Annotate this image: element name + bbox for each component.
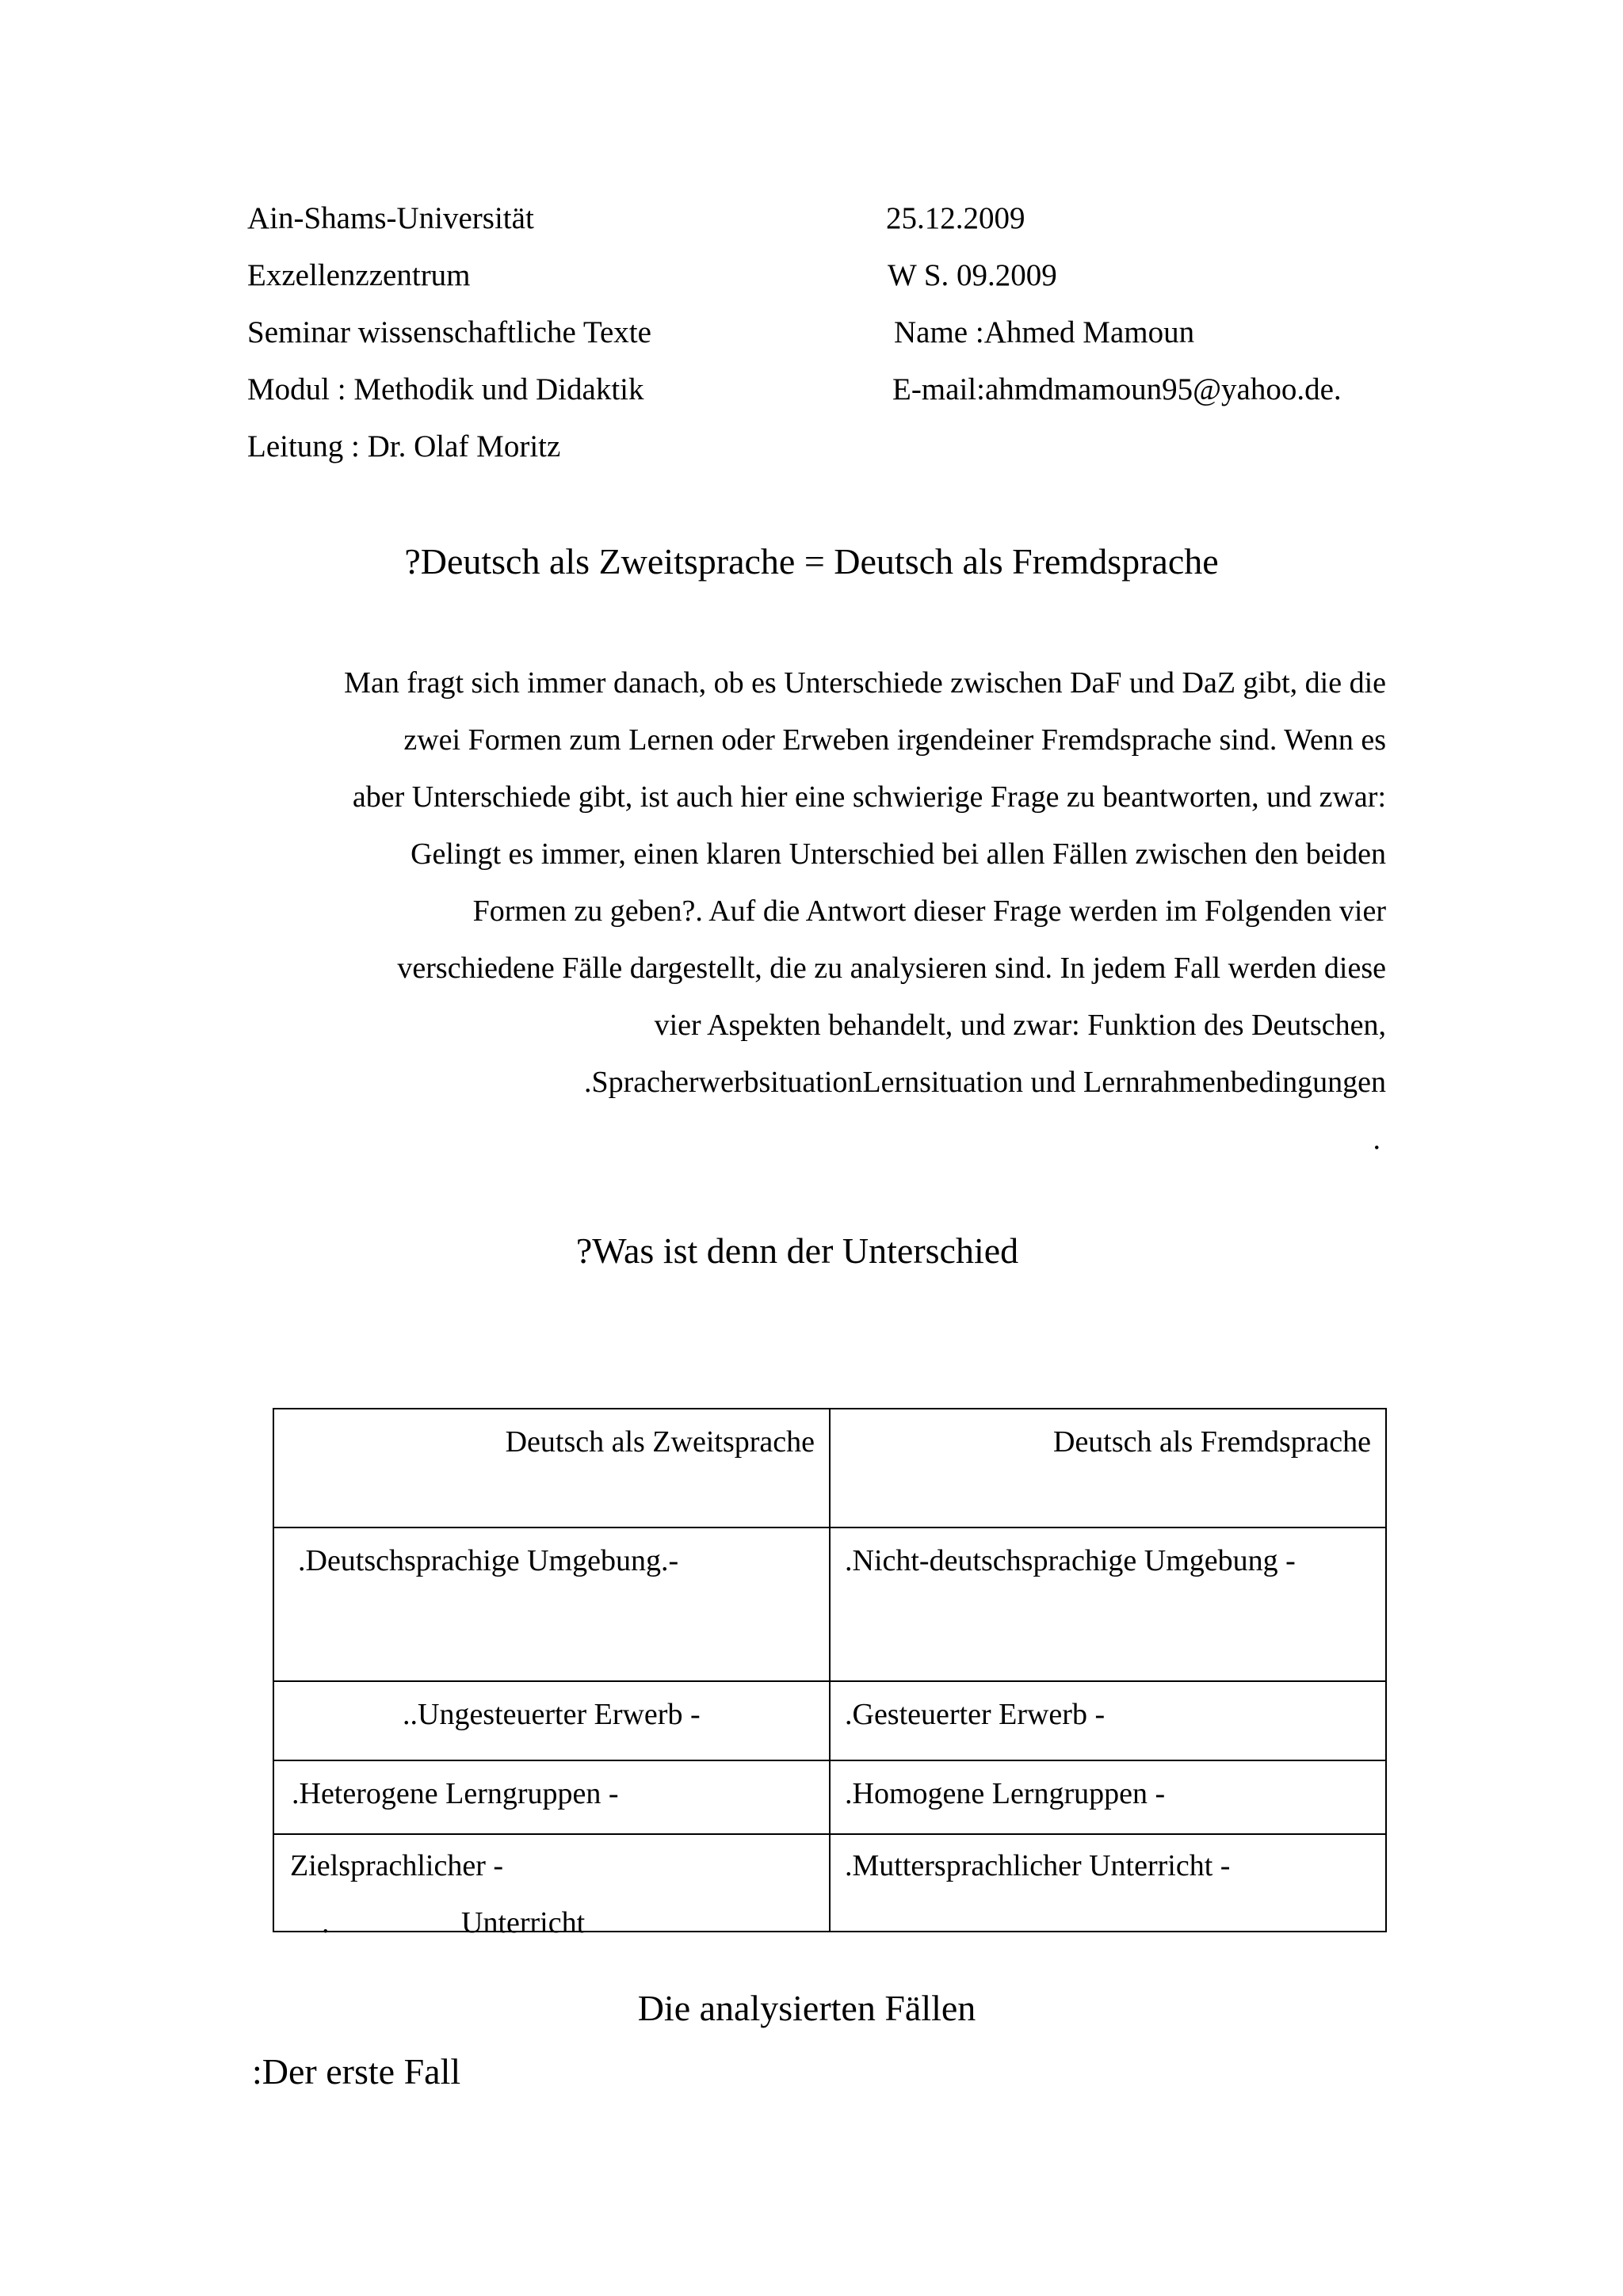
- table-cell: [273, 1834, 830, 1939]
- header-daz: Deutsch als Zweitsprache: [505, 1425, 815, 1459]
- table-cell: [830, 1834, 1386, 1932]
- row-1-daz: .Deutschsprachige Umgebung.-: [298, 1544, 679, 1577]
- intro-line-2: zwei Formen zum Lernen oder Erweben irgendeiner Fremdsprache sind. Wenn es: [403, 723, 1386, 757]
- seminar-name: Seminar wissenschaftliche Texte: [247, 315, 651, 349]
- intro-line-4: Gelingt es immer, einen klaren Unterschied bei allen Fällen zwischen den beiden: [411, 837, 1386, 871]
- table-cell: [830, 1527, 1386, 1681]
- row-2-daz: ..Ungesteuerter Erwerb -: [403, 1698, 701, 1731]
- row-4-daz-line-1: Zielsprachlicher -: [290, 1849, 504, 1882]
- table-header-cell: [830, 1409, 1386, 1527]
- table-row: [273, 1760, 1386, 1834]
- table-cell: [830, 1760, 1386, 1834]
- document-title: ?Deutsch als Zweitsprache = Deutsch als Fremdsprache: [404, 541, 1219, 582]
- university-name: Ain-Shams-Universität: [247, 201, 534, 235]
- row-1-daf: .Nicht-deutschsprachige Umgebung -: [845, 1544, 1296, 1577]
- intro-line-3: aber Unterschiede gibt, ist auch hier eine schwierige Frage zu beantworten, und zwar:: [352, 780, 1386, 814]
- intro-line-6: verschiedene Fälle dargestellt, die zu analysieren sind. In jedem Fall werden diese: [397, 952, 1386, 985]
- row-3-daf: .Homogene Lerngruppen -: [845, 1777, 1166, 1810]
- row-3-daz: .Heterogene Lerngruppen -: [292, 1777, 619, 1810]
- row-4-daz-line-2: Unterricht: [461, 1906, 586, 1939]
- row-2-daf: .Gesteuerter Erwerb -: [845, 1698, 1106, 1731]
- question-heading: ?Was ist denn der Unterschied: [575, 1230, 1019, 1271]
- table-header-row: [273, 1409, 1386, 1527]
- table-row: [273, 1527, 1386, 1681]
- supervisor-name: Leitung : Dr. Olaf Moritz: [247, 429, 561, 463]
- table-row: [273, 1681, 1386, 1760]
- semester: W S. 09.2009: [888, 258, 1057, 292]
- date: 25.12.2009: [886, 201, 1025, 235]
- module-name: Modul : Methodik und Didaktik: [247, 372, 644, 406]
- table-cell: [273, 1681, 830, 1760]
- intro-line-9: .: [1373, 1123, 1381, 1156]
- first-case-heading: :Der erste Fall: [252, 2051, 461, 2092]
- author-name: Name :Ahmed Mamoun: [894, 315, 1195, 349]
- table-cell: [830, 1681, 1386, 1760]
- author-email: E-mail:ahmdmamoun95@yahoo.de.: [892, 372, 1342, 406]
- table-cell: [273, 1760, 830, 1834]
- table-header-cell: [273, 1409, 830, 1527]
- header-daf: Deutsch als Fremdsprache: [1053, 1425, 1371, 1459]
- center-name: Exzellenzzentrum: [247, 258, 471, 292]
- intro-line-1: Man fragt sich immer danach, ob es Unterschiede zwischen DaF und DaZ gibt, die die: [344, 666, 1386, 700]
- intro-line-8: .SpracherwerbsituationLernsituation und Lernrahmenbedingungen: [584, 1066, 1386, 1099]
- table-cell: [273, 1527, 830, 1681]
- table-row: [273, 1834, 1386, 1932]
- intro-line-5: Formen zu geben?. Auf die Antwort dieser Frage werden im Folgenden vier: [472, 894, 1386, 928]
- analysis-heading: Die analysierten Fällen: [637, 1988, 976, 2028]
- row-4-daf: .Muttersprachlicher Unterricht -: [845, 1849, 1231, 1882]
- row-4-daz-dot: .: [322, 1906, 330, 1939]
- intro-line-7: vier Aspekten behandelt, und zwar: Funktion des Deutschen,: [654, 1009, 1386, 1042]
- comparison-table: [273, 1408, 1387, 1939]
